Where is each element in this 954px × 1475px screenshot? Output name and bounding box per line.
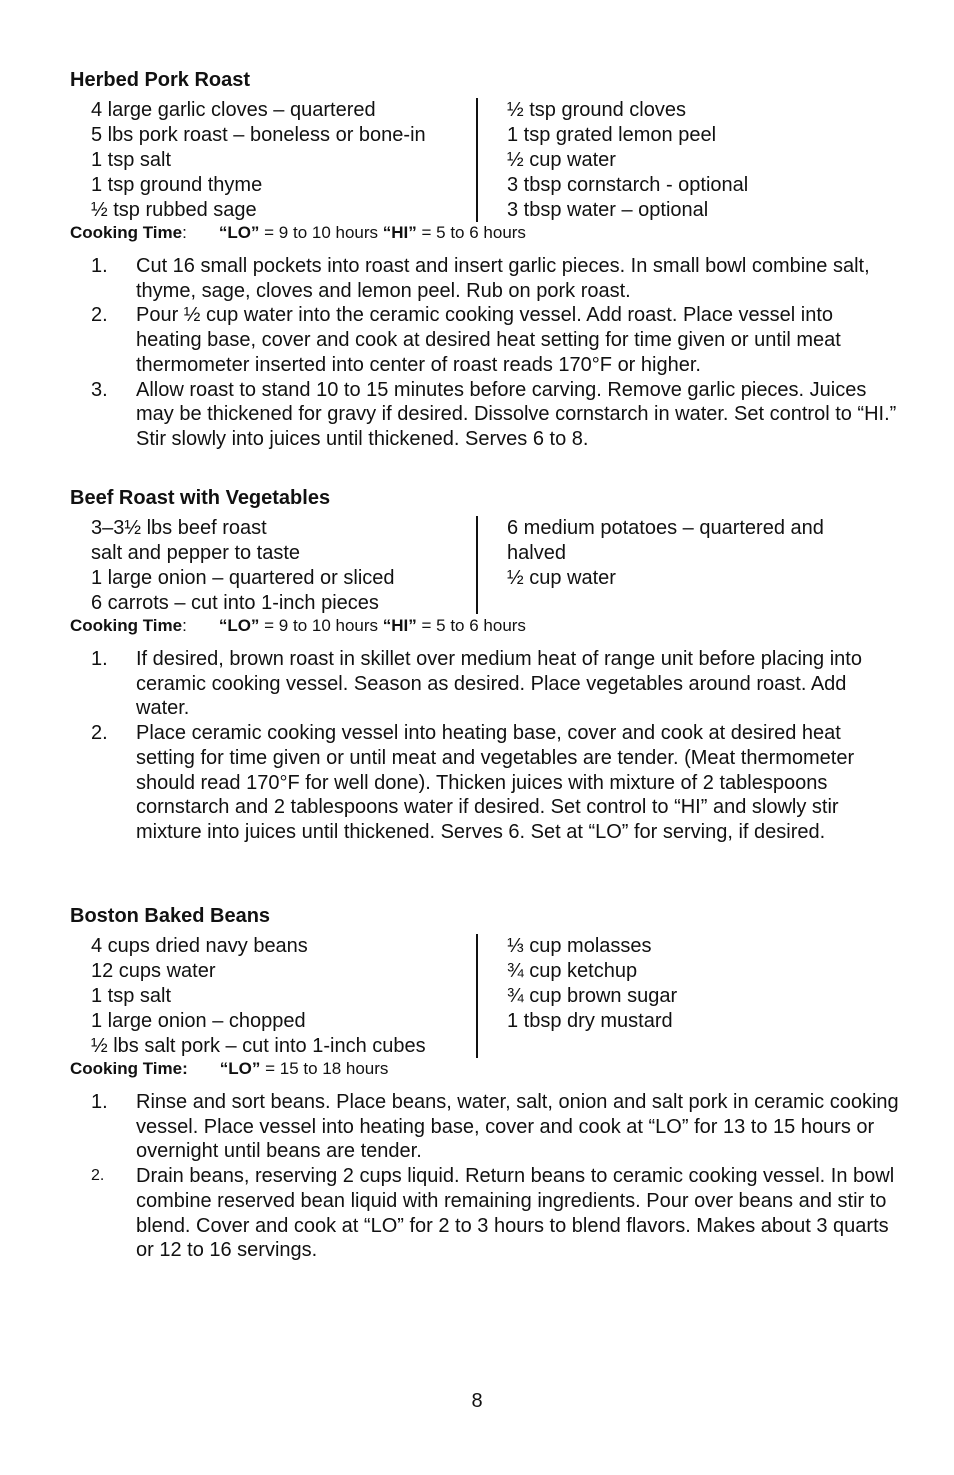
ingredient: 4 cups dried navy beans [91,935,308,957]
ingredient: ½ cup water [507,567,616,589]
instruction-step: 1. If desired, brown roast in skillet over medium heat of range unit before placing into ceramic cooking vessel. Season as desired. Place vegetables around roast. Add water. [91,648,862,720]
ingredient: ¾ cup ketchup [507,960,638,982]
ingredients-list [70,934,900,1059]
instruction-step: 2. Drain beans, reserving 2 cups liquid. Return beans to ceramic cooking vessel. In bowl combine reserved bean liquid with remaining ingredients. Pour over beans and stir to blend. Cover and cook at “LO” for 2 to 3 hours to blend flavors. Makes about 3 quarts or 12 to 16 servings. [91,1165,895,1262]
ingredient: 5 lbs pork roast – boneless or bone-in [91,124,426,146]
ingredients-left-column [91,934,426,1059]
cooking-time: Cooking Time: “LO” = 9 to 10 hours “HI” = 5 to 6 hours [70,616,526,635]
ingredient: ½ lbs salt pork – cut into 1-inch cubes [91,1035,426,1057]
lo-label: “LO” [218,223,260,242]
ingredients-right-column [507,934,887,1034]
cooking-time-label: Cooking Time [70,223,183,242]
column-divider [476,934,478,1058]
hi-value: = 5 to 6 hours [416,616,526,635]
ingredient: ½ tsp ground cloves [507,99,686,121]
ingredient: 6 carrots – cut into 1-inch pieces [91,592,379,614]
ingredient: 3 tbsp cornstarch - optional [507,174,749,196]
hi-label: “HI” [382,223,417,242]
column-divider [476,98,478,222]
ingredients-right-column [507,516,887,591]
lo-value: = 9 to 10 hours [259,616,383,635]
ingredient: 1 large onion – chopped [91,1010,306,1032]
ingredient: 3 tbsp water – optional [507,199,709,221]
ingredients-left-column [91,516,395,616]
cooking-time-label: Cooking Time [70,616,183,635]
lo-value: = 15 to 18 hours [260,1059,389,1078]
recipe-title: Boston Baked Beans [70,905,271,927]
instructions-list [70,1090,900,1263]
ingredient: 6 medium potatoes – quartered and halved [507,517,824,564]
instructions-list [70,254,900,452]
ingredients-list [70,98,900,223]
ingredient: 3–3½ lbs beef roast [91,517,267,539]
ingredient: 1 tbsp dry mustard [507,1010,673,1032]
ingredients-left-column [91,98,426,223]
lo-label: “LO” [218,616,260,635]
hi-value: = 5 to 6 hours [416,223,526,242]
instruction-step: 3. Allow roast to stand 10 to 15 minutes before carving. Remove garlic pieces. Juices may be thickened for gravy if desired. Dissolve cornstarch in water. Set control to “HI.” Stir slowly into juices until thickened. Serves 6 to 8. [91,378,897,450]
ingredient: 1 tsp salt [91,985,172,1007]
lo-value: = 9 to 10 hours [259,223,383,242]
hi-label: “HI” [382,616,417,635]
instruction-step: 2. Place ceramic cooking vessel into heating base, cover and cook at desired heat setting for time given or until meat and vegetables are tender. (Meat thermometer should read 170°F for well done). Thicken juices with mixture of 2 tablespoons cornstarch and 2 tablespoons water if desired. Set control to “HI” and slowly stir mixture into juices until thickened. Serves 6. Set at “LO” for serving, if desired. [91,722,855,843]
recipe-title: Herbed Pork Roast [70,69,251,91]
recipe-beef-roast-with-vegetables [70,486,900,843]
instruction-step: 1. Cut 16 small pockets into roast and insert garlic pieces. In small bowl combine salt, thyme, sage, cloves and lemon peel. Rub on pork roast. [91,255,870,302]
instructions-list [70,647,900,845]
cooking-time [70,1059,388,1079]
ingredient: 1 tsp salt [91,149,172,171]
ingredient: 1 tsp grated lemon peel [507,124,717,146]
ingredient: salt and pepper to taste [91,542,301,564]
ingredient: 1 large onion – quartered or sliced [91,567,395,589]
ingredient: ½ tsp rubbed sage [91,199,257,221]
lo-label: “LO” [219,1059,261,1078]
cooking-time: Cooking Time: “LO” = 9 to 10 hours “HI” = 5 to 6 hours [70,223,526,242]
cooking-time-label: Cooking Time: [70,1059,188,1078]
ingredients-list [70,516,900,616]
column-divider [476,516,478,614]
instruction-step: 1. Rinse and sort beans. Place beans, water, salt, onion and salt pork in ceramic cooking vessel. Place vessel into heating base, cover and cook at “LO” for 13 to 15 hours or overnight until beans are tender. [91,1091,899,1163]
recipe-herbed-pork-roast [70,68,900,450]
recipe-title: Beef Roast with Vegetables [70,487,331,509]
recipe-boston-baked-beans [70,904,900,1262]
ingredient: 1 tsp ground thyme [91,174,263,196]
instruction-step: 2. Pour ½ cup water into the ceramic cooking vessel. Add roast. Place vessel into heating base, cover and cook at desired heat setting for time given or until meat thermometer inserted into center of roast reads 170°F or higher. [91,304,841,376]
page-number: 8 [471,1390,483,1412]
ingredient: ¾ cup brown sugar [507,985,678,1007]
ingredient: ½ cup water [507,149,616,171]
ingredient: 4 large garlic cloves – quartered [91,99,376,121]
ingredient: ⅓ cup molasses [507,935,652,957]
ingredient: 12 cups water [91,960,216,982]
ingredients-right-column [507,98,887,223]
